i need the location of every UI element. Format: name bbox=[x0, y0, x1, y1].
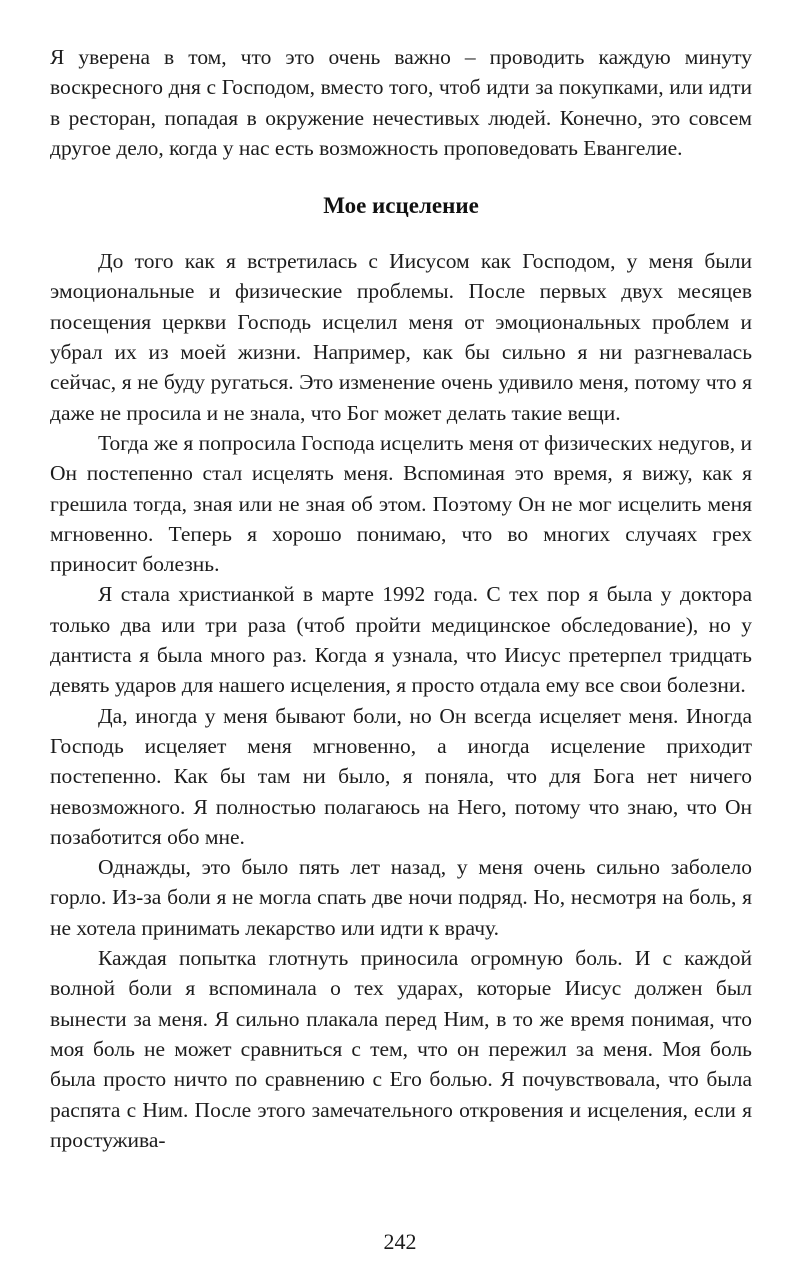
paragraph: До того как я встретилась с Иисусом как Господом, у меня были эмоциональные и физические проблемы. После первых двух месяцев посещения церкви Господь исцелил меня от эмоциональных проблем и убрал их из моей жизни. Например, как бы сильно я ни разгневалась сейчас, я не буду ругаться. Это изменение очень удивило меня, потому что я даже не просила и не знала, что Бог может делать такие вещи. bbox=[50, 249, 752, 425]
paragraph: Я стала христианкой в марте 1992 года. С тех пор я была у доктора только два или три раза (чтоб пройти медицинское обследование), но у дантиста я была много раз. Когда я узнала, что Иисус претерпел тридцать девять ударов для нашего исцеления, я просто отдала ему все свои болезни. bbox=[50, 582, 752, 698]
paragraph: Однажды, это было пять лет назад, у меня очень сильно заболело горло. Из-за боли я не могла спать две ночи подряд. Но, несмотря на боль, я не хотела принимать лекарство или идти к врачу. bbox=[50, 855, 752, 940]
page-number: 242 bbox=[383, 1229, 417, 1254]
paragraph: Каждая попытка глотнуть приносила огромную боль. И с каждой волной боли я вспоминала о тех ударах, которые Иисус должен был вынести за меня. Я сильно плакала перед Ним, в то же время понимая, что моя боль не может сравниться с тем, что он пережил за меня. Моя боль была просто ничто по сравнению с Его болью. Я почувствовала, что была распята с Ним. После этого замечательного откровения и исцеления, если я простужива- bbox=[50, 946, 752, 1152]
section-heading: Мое исцеление bbox=[323, 193, 479, 219]
paragraph: Да, иногда у меня бывают боли, но Он всегда исцеляет меня. Иногда Господь исцеляет меня мгновенно, а иногда исцеление приходит постепенно. Как бы там ни было, я поняла, что для Бога нет ничего невозможного. Я полностью полагаюсь на Него, потому что знаю, что Он позаботится обо мне. bbox=[50, 703, 752, 849]
paragraph: Тогда же я попросила Господа исцелить меня от физических недугов, и Он постепенно стал исцелять меня. Вспоминая это время, я вижу, как я грешила тогда, зная или не зная об этом. Поэтому Он не мог исцелить меня мгновенно. Теперь я хорошо понимаю, что во многих случаях грех приносит болезнь. bbox=[50, 430, 752, 577]
intro-paragraph: Я уверена в том, что это очень важно – проводить каждую минуту воскресного дня с Господом, вместо того, чтоб идти за покупками, или идти в ресторан, попадая в окружение нечестивых людей. Конечно, это совсем другое дело, когда у нас есть возможность проповедовать Евангелие. bbox=[50, 45, 752, 160]
page-body bbox=[50, 42, 752, 1155]
